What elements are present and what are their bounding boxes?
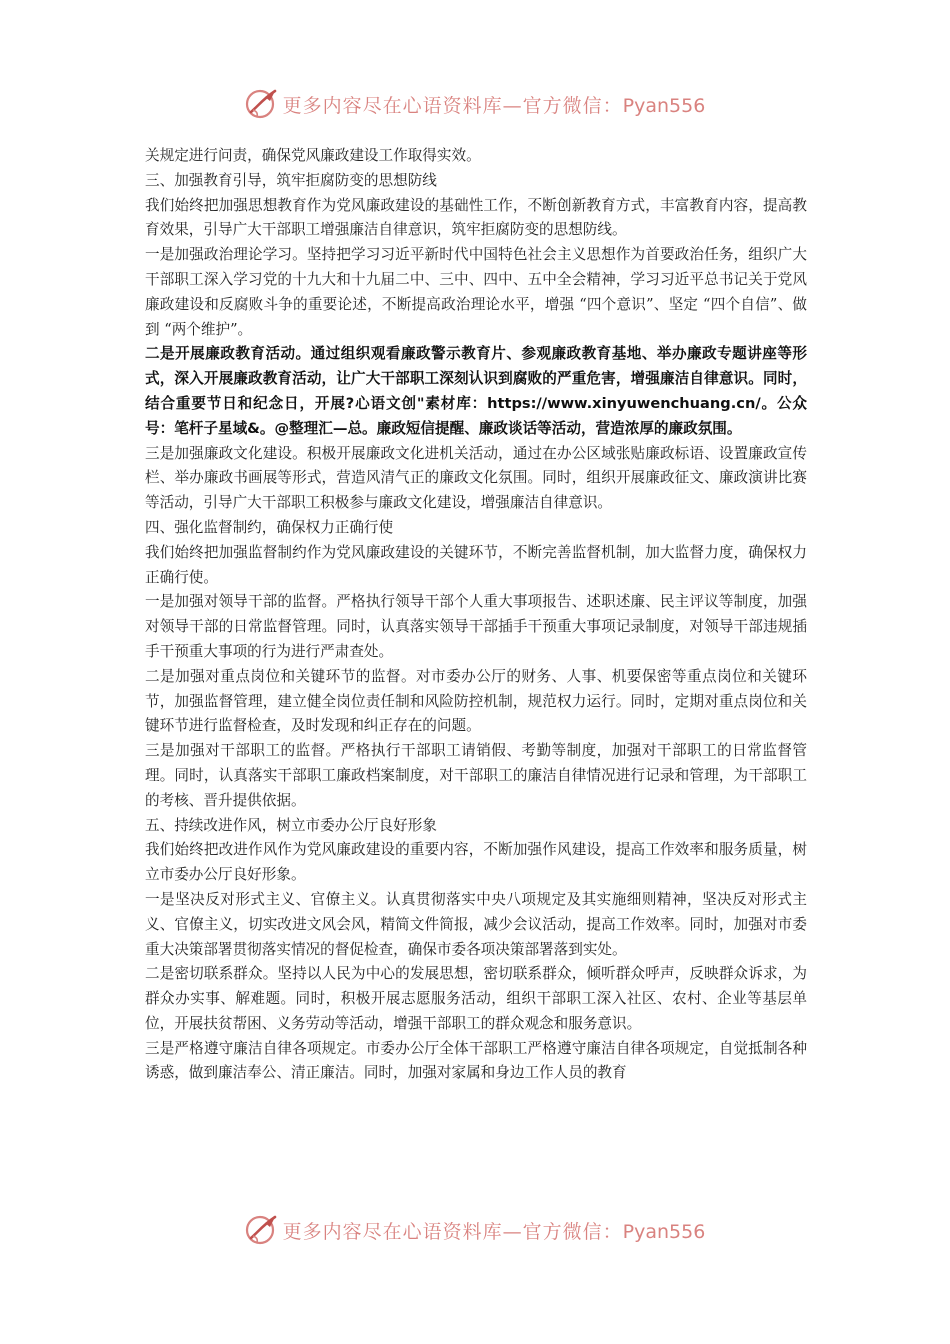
paragraph: 一是加强对领导干部的监督。严格执行领导干部个人重大事项报告、述职述廉、民主评议等制度，加强对领导干部的日常监督管理。同时，认真落实领导干部插手干预重大事项记录制度，对领导干部违规插手干预重大事项的行为进行严肃查处。 xyxy=(145,593,807,660)
watermark-header xyxy=(0,82,950,126)
watermark-id: Pyan556 xyxy=(622,94,706,117)
watermark-id: Pyan556 xyxy=(622,1220,706,1243)
pen-logo-icon xyxy=(245,1213,279,1247)
paragraph: 二是密切联系群众。坚持以人民为中心的发展思想，密切联系群众，倾听群众呼声，反映群众诉求，为群众办实事、解难题。同时，积极开展志愿服务活动，组织干部职工深入社区、农村、企业等基层单位，开展扶贫帮困、义务劳动等活动，增强干部职工的群众观念和服务意识。 xyxy=(145,965,807,1032)
paragraph: 三是加强对干部职工的监督。严格执行干部职工请销假、考勤等制度，加强对干部职工的日常监督管理。同时，认真落实干部职工廉政档案制度，对干部职工的廉洁自律情况进行记录和管理，为干部职工的考核、晋升提供依据。 xyxy=(145,742,807,809)
watermark-text: 更多内容尽在心语资料库—官方微信：Pyan556 xyxy=(282,1220,706,1243)
document-body xyxy=(145,144,807,1086)
paragraph: 三是严格遵守廉洁自律各项规定。市委办公厅全体干部职工严格遵守廉洁自律各项规定，自觉抵制各种诱惑，做到廉洁奉公、清正廉洁。同时，加强对家属和身边工作人员的教育 xyxy=(145,1039,807,1082)
paragraph: 我们始终把改进作风作为党风廉政建设的重要内容，不断加强作风建设，提高工作效率和服务质量，树立市委办公厅良好形象。 xyxy=(145,841,807,884)
bold-paragraph: 二是开展廉政教育活动。通过组织观看廉政警示教育片、参观廉政教育基地、举办廉政专题讲座等形式，深入开展廉政教育活动，让广大干部职工深刻认识到腐败的严重危害，增强廉洁自律意识。同时，结合重要节日和纪念日，开展?心语文创"素材库：https://www.xinyuwenchuang.cn/。公众号：笔杆子星域&。@整理汇—总。廉政短信提醒、廉政谈话等活动，营造浓厚的廉政氛围。 xyxy=(145,345,807,437)
paragraph: 三是加强廉政文化建设。积极开展廉政文化进机关活动，通过在办公区域张贴廉政标语、设置廉政宣传栏、举办廉政书画展等形式，营造风清气正的廉政文化氛围。同时，组织开展廉政征文、廉政演讲比赛等活动，引导广大干部职工积极参与廉政文化建设，增强廉洁自律意识。 xyxy=(145,444,807,512)
paragraph: 我们始终把加强监督制约作为党风廉政建设的关键环节，不断完善监督机制，加大监督力度，确保权力正确行使。 xyxy=(145,543,807,586)
watermark-footer xyxy=(0,1208,950,1252)
paragraph: 一是坚决反对形式主义、官僚主义。认真贯彻落实中央八项规定及其实施细则精神，坚决反对形式主义、官僚主义，切实改进文风会风，精简文件简报，减少会议活动，提高工作效率。同时，加强对市委重大决策部署贯彻落实情况的督促检查，确保市委各项决策部署落到实处。 xyxy=(145,890,807,958)
pen-logo-icon xyxy=(245,87,279,121)
section-heading: 三、加强教育引导，筑牢拒腐防变的思想防线 xyxy=(145,171,437,189)
paragraph: 一是加强政治理论学习。坚持把学习习近平新时代中国特色社会主义思想作为首要政治任务，组织广大干部职工深入学习党的十九大和十九届二中、三中、四中、五中全会精神，学习习近平总书记关于党风廉政建设和反腐败斗争的重要论述，不断提高政治理论水平，增强 “四个意识”、坚定 “四个自信”、做到 “两个维护”。 xyxy=(145,246,807,338)
section-heading: 四、强化监督制约，确保权力正确行使 xyxy=(145,518,394,536)
paragraph: 我们始终把加强思想教育作为党风廉政建设的基础性工作，不断创新教育方式，丰富教育内容，提高教育效果，引导广大干部职工增强廉洁自律意识，筑牢拒腐防变的思想防线。 xyxy=(145,196,807,239)
paragraph: 二是加强对重点岗位和关键环节的监督。对市委办公厅的财务、人事、机要保密等重点岗位和关键环节，加强监督管理，建立健全岗位责任制和风险防控机制，规范权力运行。同时，定期对重点岗位和关键环节进行监督检查，及时发现和纠正存在的问题。 xyxy=(145,667,807,735)
watermark-text: 更多内容尽在心语资料库—官方微信：Pyan556 xyxy=(282,94,706,117)
section-heading: 五、持续改进作风，树立市委办公厅良好形象 xyxy=(145,816,437,834)
paragraph: 关规定进行问责，确保党风廉政建设工作取得实效。 xyxy=(145,147,481,164)
